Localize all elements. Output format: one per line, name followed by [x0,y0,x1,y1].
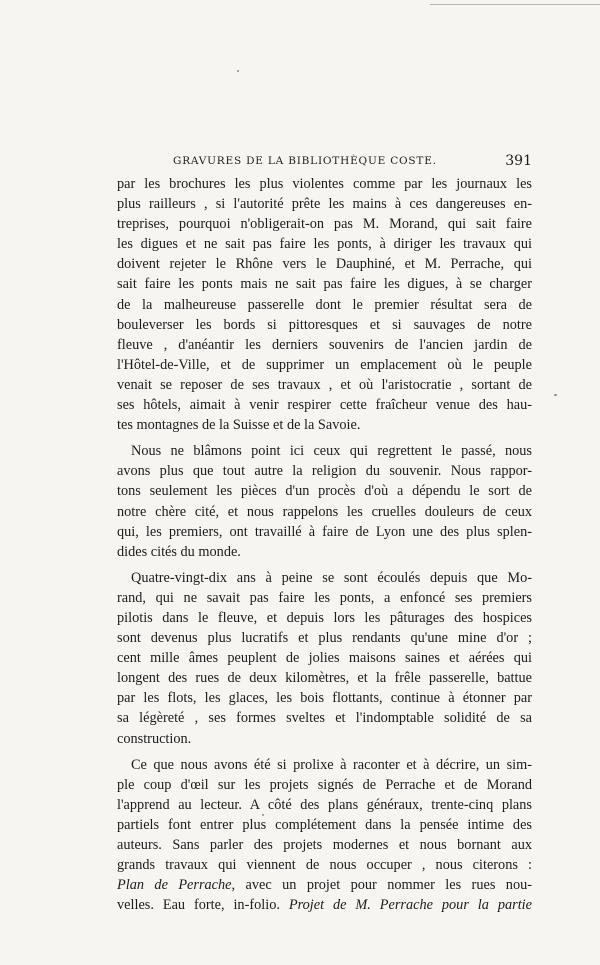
paragraph-1 [117,174,532,435]
text-line: l'apprend au lecteur. A côté des plans généraux, trente-cinq plans [117,796,532,813]
text-line: sont devenus plus lucratifs et plus rendants qu'une mine d'or ; [117,630,532,647]
text-line: l'Hôtel-de-Ville, et de supprimer un emplacement où le peuple [117,356,532,373]
text-line: ple coup d'œil sur les projets signés de Perrache et de Morand [117,776,532,793]
text-line: sa légèreté , ses formes sveltes et l'indomptable solidité de sa [117,710,532,727]
text-line: Quatre-vingt-dix ans à peine se sont écoulés depuis que Mo- [131,569,532,586]
text-line: longent des rues de deux kilomètres, et la frêle passerelle, battue [117,670,532,687]
text-line: qui, les premiers, ont travaillé à faire de Lyon une des plus splen- [117,523,532,540]
text-line: treprises, pourquoi n'obligerait-on pas M. Morand, qui sait faire [117,216,532,233]
text-line: notre chère cité, et nous rappelons les cruelles douleurs de ceux [117,503,532,520]
text-line: de la malheureuse passerelle dont le premier résultat sera de [117,296,532,313]
text-line: construction. [117,730,192,747]
running-head [117,154,532,172]
text-line: Plan de Perrache, avec un projet pour nommer les rues nou- [117,877,532,894]
body-text [117,174,532,915]
text-line: auteurs. Sans parler des projets modernes et nous bornant aux [117,837,532,853]
text-line: doivent rejeter le Rhône vers le Dauphiné, et M. Perrache, qui [117,256,532,273]
text-line: sait faire les ponts mais ne sait pas faire les digues, à se charger [117,276,532,293]
text-line: bouleverser les bords si pittoresques et si sauvages de notre [117,316,532,333]
scan-speck [262,814,264,816]
text-line: tons seulement les pièces d'un procès d'où a dépendu le sort de [117,483,532,500]
paragraph-3 [117,568,532,749]
text-line: cent mille âmes peuplent de jolies maisons saines et aérées qui [117,650,532,667]
text-line: fleuve , d'anéantir les derniers souvenirs de l'ancien jardin de [117,336,532,353]
text-line: partiels font entrer plus complétement dans la pensée intime des [117,816,532,833]
paragraph-4 [117,755,532,916]
text-line: Nous ne blâmons point ici ceux qui regrettent le passé, nous [131,443,532,460]
text-line: avons plus que tout autre la religion du souvenir. Nous rappor- [117,463,532,480]
scan-speck [554,394,557,396]
text-line: ses hôtels, aimait à venir respirer cette fraîcheur venue des hau- [117,397,532,414]
text-line: les digues et ne sait pas faire les ponts, à diriger les travaux qui [117,236,532,253]
text-line: pilotis dans le fleuve, et depuis lors les pâturages des hospices [117,609,532,626]
text-line: grands travaux qui viennent de nous occuper , nous citerons : [117,857,532,874]
page-number: 391 [505,153,532,169]
text-line: par les brochures les plus violentes comme par les journaux les [117,176,532,192]
text-line: Ce que nous avons été si prolixe à raconter et à décrire, un sim- [131,756,532,773]
text-line: dides cités du monde. [117,543,241,560]
text-line: par les flots, les glaces, les bois flottants, continue à étonner par [117,690,532,707]
text-line: velles. Eau forte, in-folio. Projet de M. Perrache pour la partie [117,897,532,914]
text-line: plus railleurs , si l'autorité prête les mains à ces dangereuses en- [117,196,532,213]
text-line: rand, qui ne savait pas faire les ponts, a enfoncé ses premiers [117,589,532,606]
text-line: tes montagnes de la Suisse et de la Savoie. [117,417,361,434]
scan-speck [237,70,239,72]
paragraph-2 [117,441,532,562]
scan-edge-line [430,4,600,5]
text-line: venait se reposer de ses travaux , et où l'aristocratie , sortant de [117,376,532,393]
running-head-title: GRAVURES DE LA BIBLIOTHÈQUE COSTE. [173,155,437,167]
